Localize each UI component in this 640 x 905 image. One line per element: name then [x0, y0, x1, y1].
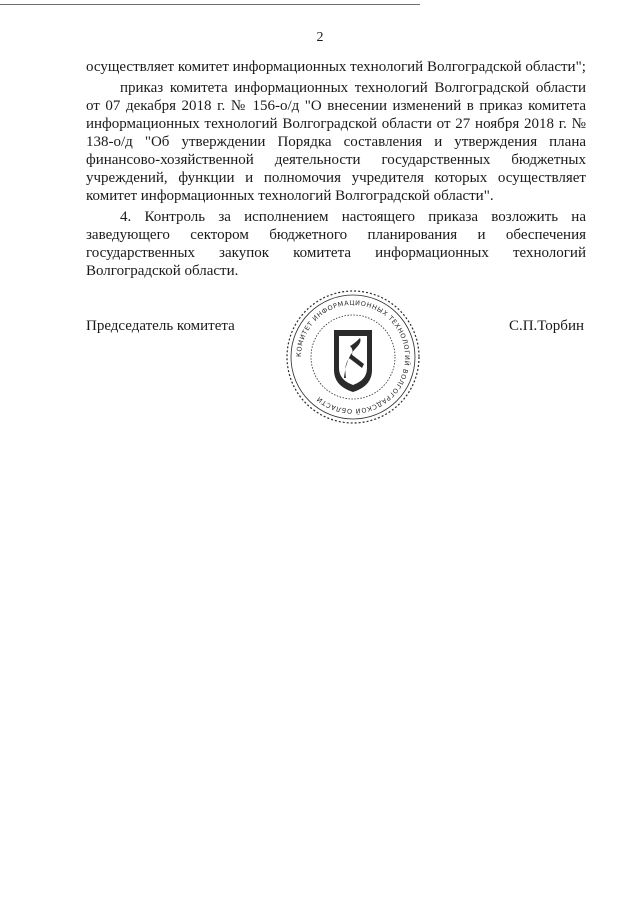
- signatory-name: С.П.Торбин: [508, 318, 584, 334]
- official-seal-icon: [284, 288, 422, 426]
- top-rule: [0, 4, 420, 5]
- paragraph-control-clause: 4. Контроль за исполнением настоящего приказа возложить на заведующего сектором бюджетного планирования и обеспечения государственных закупок комитета информационных технологий Волгоградской области.: [86, 209, 586, 279]
- document-body: [86, 58, 586, 283]
- paragraph-order-reference: приказ комитета информационных технологий Волгоградской области от 07 декабря 2018 г. № 156-о/д "О внесении изменений в приказ комитета информационных технологий Волгоградской области от 27 ноября 2018 г. № 138-о/д "Об утверждении Порядка составления и утверждения плана финансово-хозяйственной деятельности государственных бюджетных учреждений, функции и полномочия учредителя которых осуществляет комитет информационных технологий Волгоградской области".: [86, 80, 586, 204]
- signatory-title: Председатель комитета: [86, 318, 235, 334]
- page-number: 2: [316, 30, 324, 45]
- paragraph-continuation: осуществляет комитет информационных технологий Волгоградской области";: [86, 59, 586, 75]
- seal-ring-text: КОМИТЕТ ИНФОРМАЦИОННЫХ ТЕХНОЛОГИЙ ВОЛГОГРАДСКОЙ ОБЛАСТИ: [294, 298, 412, 416]
